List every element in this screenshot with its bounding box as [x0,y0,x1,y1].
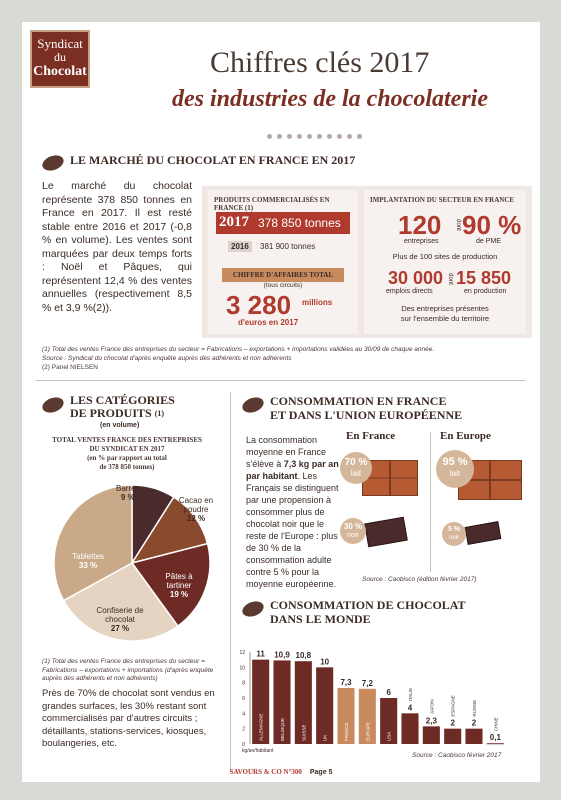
footer-mag: SAVOURS & CO N°300 [229,768,302,776]
slice-label: Pâtes à tartiner [165,572,193,590]
ca-title: CHIFFRE D'AFFAIRES TOTAL [232,271,334,279]
products-box [208,190,358,334]
pie-title2: DU SYNDICAT EN 2017 [89,445,165,453]
bar [487,743,504,744]
bar [316,667,333,744]
consumption-heading [270,394,462,422]
bar-value-label: 10 [320,657,330,667]
consumption-heading1: CONSOMMATION EN FRANCE [270,394,447,408]
presence1: Des entreprises présentes [401,304,489,313]
y-tick-label: 2 [242,726,245,733]
cocoa-bean-icon [40,395,65,416]
fr-noir-value: 30 % [343,522,363,531]
consumption-heading2: ET DANS L'UNION EUROPÉENNE [270,408,463,422]
divider [36,380,526,381]
slice-label-cacao [172,496,220,523]
tonnes-2016-row [228,242,315,251]
bar-value-label: 4 [407,703,413,713]
eu-noir-value: 5 % [447,526,461,533]
eu-lait-badge [436,450,474,488]
slice-label-tablettes [72,552,104,570]
emp-label: emplois directs [386,288,433,295]
eu-lait-value: 95 % [442,456,468,468]
bar-value-label: 0,1 [489,733,501,743]
sites-text: Plus de 100 sites de production [392,252,498,261]
page-footer [22,768,540,776]
footer-page: Page 5 [309,769,333,776]
bar-value-label: 2 [471,718,477,728]
tonnes-2016: 381 900 tonnes [260,242,316,251]
logo [30,30,90,88]
bar-category-label: USA [386,731,392,741]
implantation-box [364,190,526,334]
slice-value: 27 % [110,624,130,633]
bar [401,713,418,744]
slice-label-barres [116,484,140,502]
bar-category-label: CHINE [493,717,499,732]
categories-heading [70,394,175,420]
fr-eu-divider [430,432,431,572]
dot-divider [267,134,362,139]
market-heading: LE MARCHÉ DU CHOCOLAT EN FRANCE EN 2017 [70,153,356,167]
logo-line2: du [54,50,66,64]
bar-category-label: EUROPE [365,721,371,741]
consumption-text-c: . Les Français se distinguent par une propension à consommer plus de chocolat noir que le reste de l'Europe : plus de 30 % de la consommation adulte contre 5 % pour la moyenne européenne. [246,471,339,589]
bar [423,726,440,744]
bar [465,729,482,744]
year-2017: 2017 [219,214,249,230]
dark-chocolate-bar-fr [364,517,408,548]
ca-value: 3 280 [226,290,292,320]
categories-heading2: DE PRODUITS [70,406,152,420]
world-heading2: DANS LE MONDE [270,612,371,626]
y-tick-label: 8 [242,680,245,687]
bar-category-label: BELGIQUE [280,717,285,741]
fr-noir-label: noir [347,532,359,539]
ca-unit1: millions [302,298,333,307]
dont-label-2: dont [446,273,453,285]
products-title: PRODUITS COMMERCIALISÉS EN FRANCE (1) [214,196,330,212]
categories-sub: (en volume) [100,422,140,429]
pme-value: 90 % [462,210,522,240]
cocoa-bean-icon [240,599,265,620]
bar-value-label: 11 [256,649,265,659]
cocoa-bean-icon [240,395,265,416]
bar-value-label: 10,9 [274,650,290,660]
fr-noir-badge [340,518,366,544]
ent-value: 120 [398,210,442,240]
slice-value: 33 % [78,561,98,570]
market-foot3: (2) Panel NIELSEN [42,364,98,371]
consumption-text [246,434,342,590]
categories-text: Près de 70% de chocolat sont vendus en grandes surfaces, les 30% restant sont commercialisés par d'autres circuits ; détaillants, stations-services, kiosques, boulangeries, etc. [42,688,215,749]
categories-heading-sup: (1) [154,409,165,418]
eu-noir-label: noir [448,535,459,541]
bar-value-label: 7,3 [340,678,352,688]
market-foot2: Source : Syndicat du chocolat d'après enquête auprès des adhérents et non adhérents [42,355,292,362]
world-heading [270,598,466,626]
ca-title-bar [222,268,344,282]
slice-label: Tablettes [72,552,105,561]
page [22,22,540,782]
slice-label-confiserie [88,606,152,633]
y-tick-label: 4 [242,711,245,718]
ent-label: entreprises [404,238,439,245]
pie-title [32,436,222,472]
bar-category-label: SUISSE [301,724,307,741]
eu-title: En Europe [440,430,491,442]
bar-category-label: ALLEMAGNE [258,713,264,741]
consumption-text-b: 7,3 kg par an par habitant [246,459,339,481]
tonnes-2017: 378 850 tonnes [258,216,341,230]
dont-label-1: dont [454,219,461,231]
slice-label: Confiserie de chocolat [96,606,144,624]
categories-heading1: LES CATÉGORIES [70,393,175,407]
bar-value-label: 2 [450,718,455,728]
slice-label-pates [156,572,202,599]
logo-line1: Syndicat [37,36,83,51]
pie-title3: (en % par rapport au total [87,454,167,462]
year-2016: 2016 [228,241,252,252]
world-source: Source : Caobisco février 2017 [412,752,502,759]
eu-noir-badge [442,522,466,546]
bar-category-label: UK [322,734,328,741]
fr-lait-value: 70 % [344,457,368,468]
market-foot1: (1) Total des ventes France des entreprises du secteur = Fabrications – exportations + importations validées au 30/09 de chaque année. [42,346,435,353]
slice-value: 9 % [120,493,135,502]
prod-value: 15 850 [456,268,512,288]
world-bar-chart [228,632,514,754]
bar-category-label: ITALIE [408,687,413,702]
cocoa-bean-icon [40,153,65,174]
bar-value-label: 7,2 [361,678,373,688]
categories-foot: (1) Total des ventes France des entreprises du secteur = Fabrications – exportations + importations (d'après enquête auprès des adhérents et non adhérents) [42,658,214,682]
bar-value-label: 10,8 [295,651,312,661]
y-tick-label: 0 [242,742,245,748]
page-title: Chiffres clés 2017 [210,46,430,79]
fr-lait-label: lait [350,469,362,478]
bar-value-label: 6 [386,688,391,697]
slice-label: Barres [116,484,140,493]
bar-category-label: ESPAGNE [450,695,456,717]
market-text: Le marché du chocolat représente 378 850 tonnes en France en 2017. Il est resté stable entre 2016 et 2017 (-0,8 % en volume). Les ventes sont marquées par deux temps forts : Noël et Pâques, qui représentent 12,4 % des ventes annuelles (respectivement 8,5 % et 3,9 %(2)). [42,180,192,314]
bar-category-label: JAPON [429,699,435,715]
consumption-text-a: La consommation moyenne en France s'élève à [246,435,327,469]
slice-label: Cacao en poudre [178,496,214,514]
pme-label: de PME [476,238,501,245]
fr-title: En France [346,430,396,442]
impl-title: IMPLANTATION DU SECTEUR EN FRANCE [370,196,515,204]
y-tick-label: 6 [242,696,245,702]
ca-sub: (tous circuits) [263,282,303,289]
pie-title4: de 378 850 tonnes) [99,463,155,471]
prod-label: en production [464,288,507,295]
bar [444,729,461,744]
slice-value: 19 % [169,590,189,599]
pie-title1: TOTAL VENTES FRANCE DES ENTREPRISES [52,436,202,444]
tonnes-2017-banner [216,212,350,234]
bar-category-label: FRANCE [344,722,349,741]
bar-category-label: RUSSIE [472,699,477,717]
eu-lait-label: lait [449,469,461,478]
y-tick-label: 12 [239,650,245,656]
ca-unit2: d'euros en 2017 [238,318,299,327]
world-heading1: CONSOMMATION DE CHOCOLAT [270,598,466,612]
fr-lait-badge [340,452,372,484]
page-subtitle: des industries de la chocolaterie [172,86,488,112]
emp-value: 30 000 [388,268,444,288]
consumption-source: Source : Caobisco (édition février 2017) [362,576,477,583]
unit-label: kg/an/habitant [242,748,274,754]
y-tick-label: 10 [239,665,245,672]
slice-value: 12 % [186,514,206,523]
dark-chocolate-bar-eu [465,521,502,545]
presence2: sur l'ensemble du territoire [400,314,490,323]
logo-line3: Chocolat [33,64,87,79]
bar-value-label: 2,3 [425,716,437,726]
